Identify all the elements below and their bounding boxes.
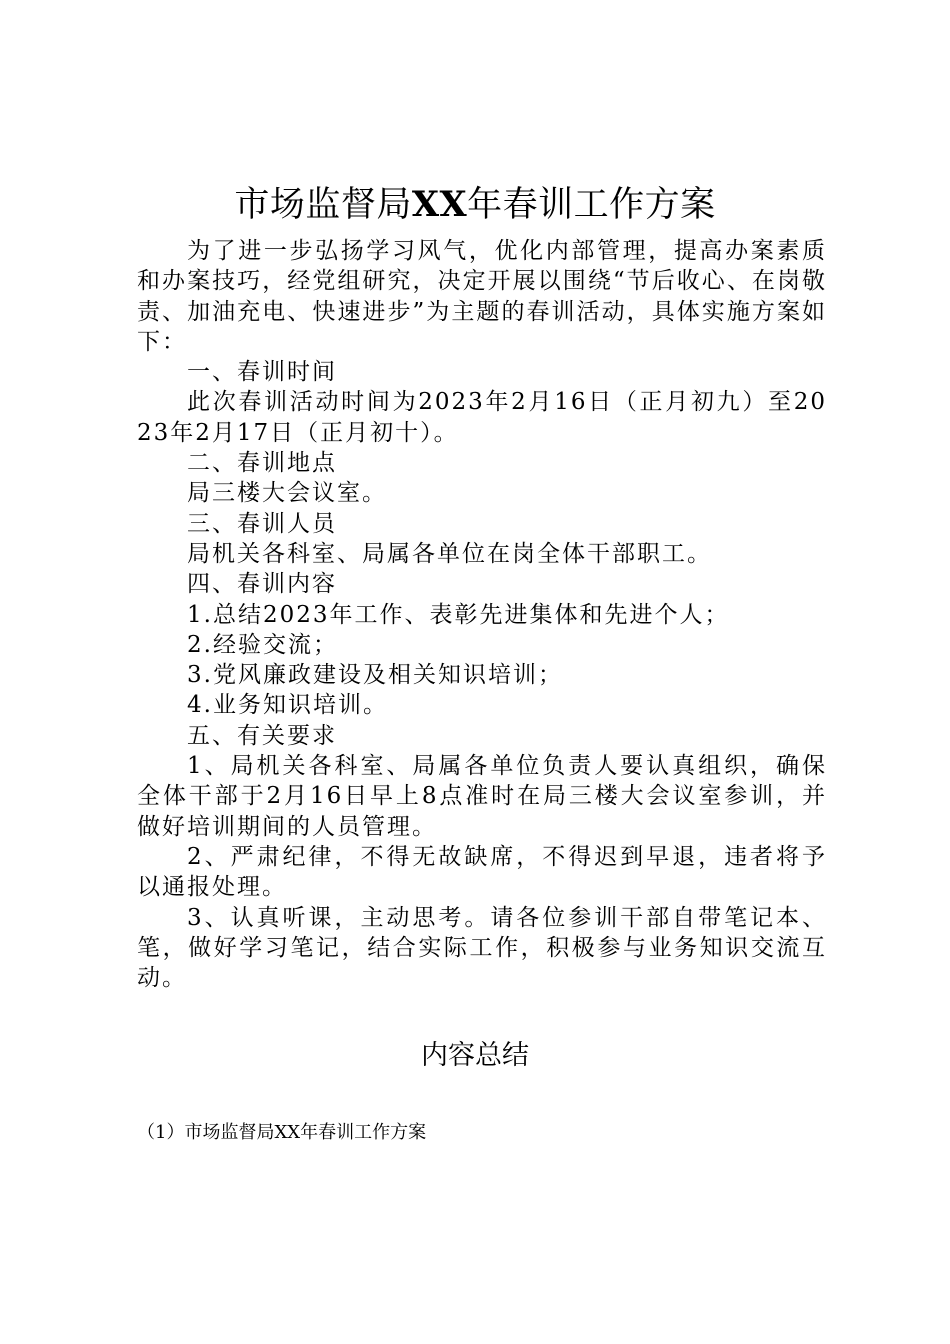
time-paragraph: 此次春训活动时间为2023年2月16日（正月初九）至2023年2月17日（正月初十）。	[137, 389, 827, 446]
summary-heading: 内容总结	[421, 1040, 529, 1071]
section-heading-personnel: 三、春训人员	[187, 510, 337, 537]
title-prefix: 市场监督局	[234, 185, 412, 225]
section-heading-location: 二、春训地点	[187, 450, 337, 477]
summary-item: （1）市场监督局XX年春训工作方案	[137, 1122, 427, 1143]
personnel-paragraph: 局机关各科室、局属各单位在岗全体干部职工。	[187, 540, 712, 567]
section-heading-content: 四、春训内容	[187, 571, 337, 598]
content-item-4: 4.业务知识培训。	[187, 692, 388, 719]
requirement-3: 3、认真听课，主动思考。请各位参训干部自带笔记本、笔，做好学习笔记，结合实际工作，积极参与业务知识交流互动。	[137, 904, 827, 992]
document-body	[137, 236, 827, 993]
content-item-2: 2.经验交流；	[187, 631, 338, 658]
content-item-3: 3.党风廉政建设及相关知识培训；	[187, 662, 563, 689]
location-paragraph: 局三楼大会议室。	[187, 480, 387, 507]
title-suffix: 年春训工作方案	[467, 185, 716, 225]
title-xx: XX	[411, 184, 468, 225]
document-title	[0, 183, 950, 227]
section-heading-requirements: 五、有关要求	[187, 722, 337, 749]
intro-paragraph: 为了进一步弘扬学习风气，优化内部管理，提高办案素质和办案技巧，经党组研究，决定开展以围绕“节后收心、在岗敬责、加油充电、快速进步”为主题的春训活动，具体实施方案如下：	[137, 238, 827, 355]
section-heading-time: 一、春训时间	[187, 359, 337, 386]
requirement-1: 1、局机关各科室、局属各单位负责人要认真组织，确保全体干部于2月16日早上8点准时在局三楼大会议室参训，并做好培训期间的人员管理。	[137, 753, 827, 840]
requirement-2: 2、严肃纪律，不得无故缺席，不得迟到早退，违者将予以通报处理。	[137, 843, 827, 901]
content-item-1: 1.总结2023年工作、表彰先进集体和先进个人；	[187, 601, 730, 628]
